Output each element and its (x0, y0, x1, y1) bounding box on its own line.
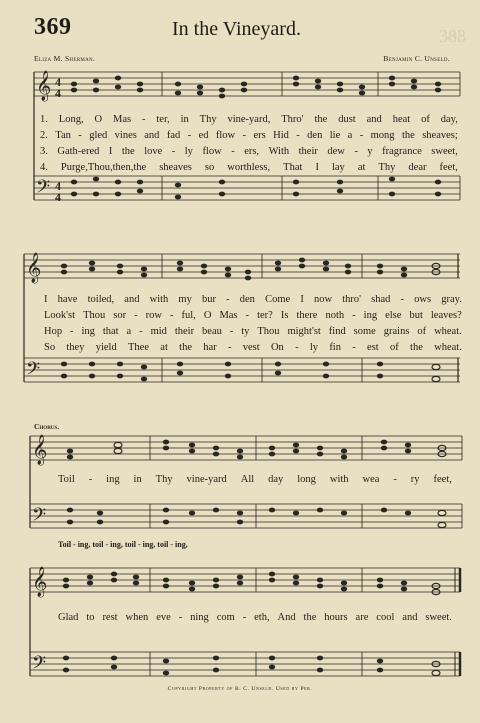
bleed-through-number: 388 (439, 26, 466, 46)
svg-text:𝄞: 𝄞 (36, 71, 52, 101)
verse-4-line-2: So they yield Thee at the har - vest On - ly fin - est of the wheat. (44, 342, 462, 353)
svg-text:4: 4 (55, 86, 61, 100)
svg-text:𝄞: 𝄞 (32, 567, 48, 597)
svg-text:4: 4 (55, 179, 61, 193)
svg-text:𝄞: 𝄞 (26, 253, 42, 283)
staff-system-final (0, 560, 480, 690)
verse-3-line-2: Hop - ing that a - mid their beau - ty Thou might'st find some grains of wheat. (44, 326, 462, 337)
copyright-notice: Copyright Property of B. C. Unseld. Used by Per. (167, 686, 313, 692)
svg-text:𝄢: 𝄢 (32, 653, 47, 678)
hymn-title: In the Vineyard. (172, 18, 301, 40)
verse-4-line-1: 4. Purge,Thou,then,the sheaves so worthless, That I lay at Thy dear feet, (40, 162, 458, 173)
verse-2-line-1: 2. Tan - gled vines and fad - ed flow - ers Hid - den lie a - mong the sheaves; (40, 130, 458, 141)
hymn-number: 369 (34, 14, 72, 40)
verse-1-line-2: I have toiled, and with my bur - den Come I now thro' shad - ows gray. (44, 294, 462, 305)
svg-text:4: 4 (55, 75, 61, 89)
svg-text:4: 4 (55, 190, 61, 204)
chorus-alto-lyric: Toil - ing, toil - ing, toil - ing, toil - ing, (58, 540, 188, 549)
lyricist-credit: Eliza M. Sherman. (34, 54, 96, 63)
verse-1-line-1: 1. Long, O Mas - ter, in Thy vine-yard, Thro' the dust and heat of day, (40, 114, 458, 125)
svg-text:𝄢: 𝄢 (32, 505, 47, 530)
verse-2-line-2: Look'st Thou sor - row - ful, O Mas - ter? Is there noth - ing else but leaves? (44, 310, 462, 321)
verse-3-line-1: 3. Gath-ered I the love - ly flow - ers, With their dew - y fragrance sweet, (40, 146, 458, 157)
svg-text:𝄢: 𝄢 (26, 359, 41, 384)
staff-system-1 (0, 64, 480, 224)
staff-system-chorus (0, 428, 480, 558)
composer-credit: Benjamin C. Unseld. (383, 54, 450, 63)
svg-text:𝄢: 𝄢 (36, 177, 51, 202)
svg-text:𝄞: 𝄞 (32, 435, 48, 465)
chorus-label: Chorus. (34, 422, 60, 431)
final-lyric-line: Glad to rest when eve - ning com - eth, And the hours are cool and sweet. (58, 612, 452, 623)
chorus-soprano-lyric: Toil - ing in Thy vine-yard All day long with wea - ry feet, (58, 474, 452, 485)
